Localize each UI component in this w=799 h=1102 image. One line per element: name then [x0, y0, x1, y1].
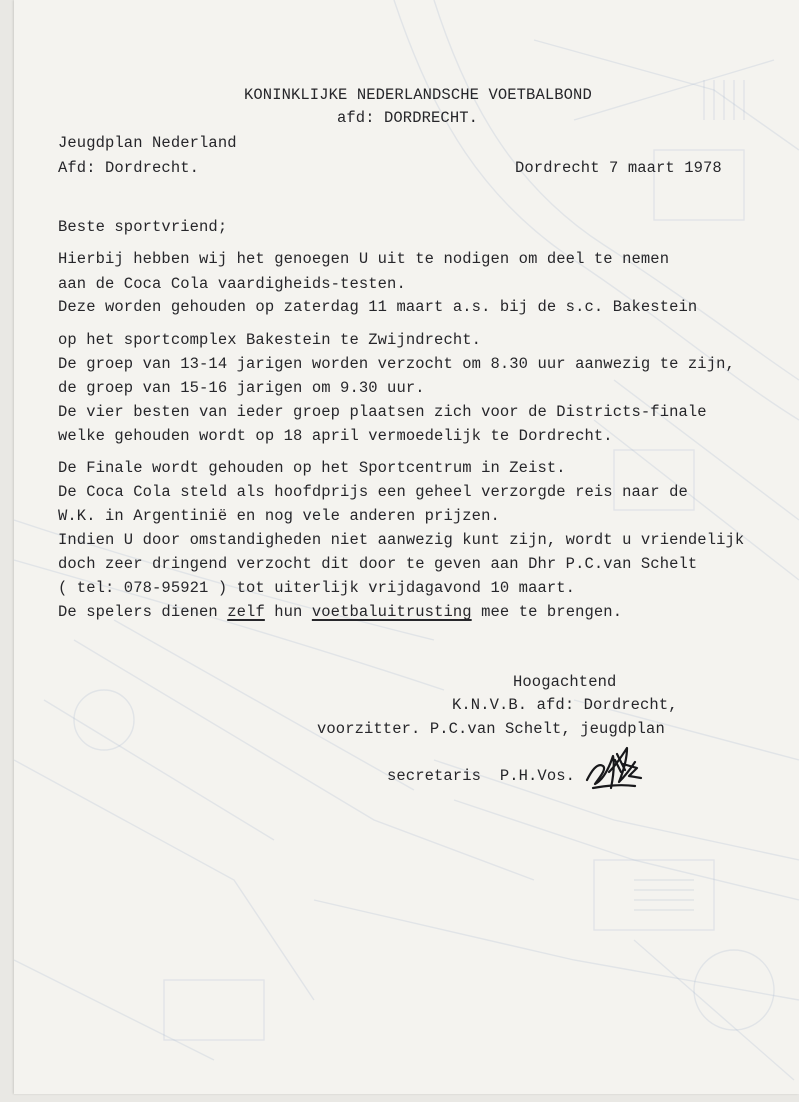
closing-greeting: Hoogachtend: [513, 673, 617, 691]
sender-line-1: Jeugdplan Nederland: [58, 134, 237, 152]
body-line: Indien U door omstandigheden niet aanwezig kunt zijn, wordt u vriendelijk: [58, 531, 745, 549]
body-line: aan de Coca Cola vaardigheids-testen.: [58, 275, 406, 293]
body-line: De Finale wordt gehouden op het Sportcentrum in Zeist.: [58, 459, 566, 477]
organization-name: KONINKLIJKE NEDERLANDSCHE VOETBALBOND: [244, 86, 592, 104]
body-line: W.K. in Argentinië en nog vele anderen prijzen.: [58, 507, 500, 525]
body-line: De groep van 13-14 jarigen worden verzocht om 8.30 uur aanwezig te zijn,: [58, 355, 735, 373]
sender-line-2: Afd: Dordrecht.: [58, 159, 200, 177]
body-line: Hierbij hebben wij het genoegen U uit te nodigen om deel te nemen: [58, 250, 670, 268]
letter-date: Dordrecht 7 maart 1978: [515, 159, 722, 177]
body-line: Deze worden gehouden op zaterdag 11 maart a.s. bij de s.c. Bakestein: [58, 298, 698, 316]
body-line: de groep van 15-16 jarigen om 9.30 uur.: [58, 379, 425, 397]
body-line-equipment: De spelers dienen zelf hun voetbaluitrusting mee te brengen.: [58, 603, 623, 621]
closing-chairman: voorzitter. P.C.van Schelt, jeugdplan: [317, 720, 665, 738]
organization-department: afd: DORDRECHT.: [337, 109, 479, 127]
underlined-voetbaluitrusting: voetbaluitrusting: [311, 603, 472, 621]
body-line: op het sportcomplex Bakestein te Zwijndrecht.: [58, 331, 482, 349]
underlined-zelf: zelf: [227, 603, 265, 621]
body-line: De Coca Cola steld als hoofdprijs een geheel verzorgde reis naar de: [58, 483, 688, 501]
letter-sheet: [14, 0, 799, 1094]
closing-organization: K.N.V.B. afd: Dordrecht,: [452, 696, 678, 714]
body-line: De vier besten van ieder groep plaatsen zich voor de Districts-finale: [58, 403, 707, 421]
body-line: welke gehouden wordt op 18 april vermoedelijk te Dordrecht.: [58, 427, 613, 445]
body-line: ( tel: 078-95921 ) tot uiterlijk vrijdagavond 10 maart.: [58, 579, 576, 597]
body-line: doch zeer dringend verzocht dit door te geven aan Dhr P.C.van Schelt: [58, 555, 698, 573]
handwritten-signature: [579, 742, 649, 796]
salutation: Beste sportvriend;: [58, 218, 228, 236]
closing-secretary: secretaris P.H.Vos.: [387, 767, 576, 785]
